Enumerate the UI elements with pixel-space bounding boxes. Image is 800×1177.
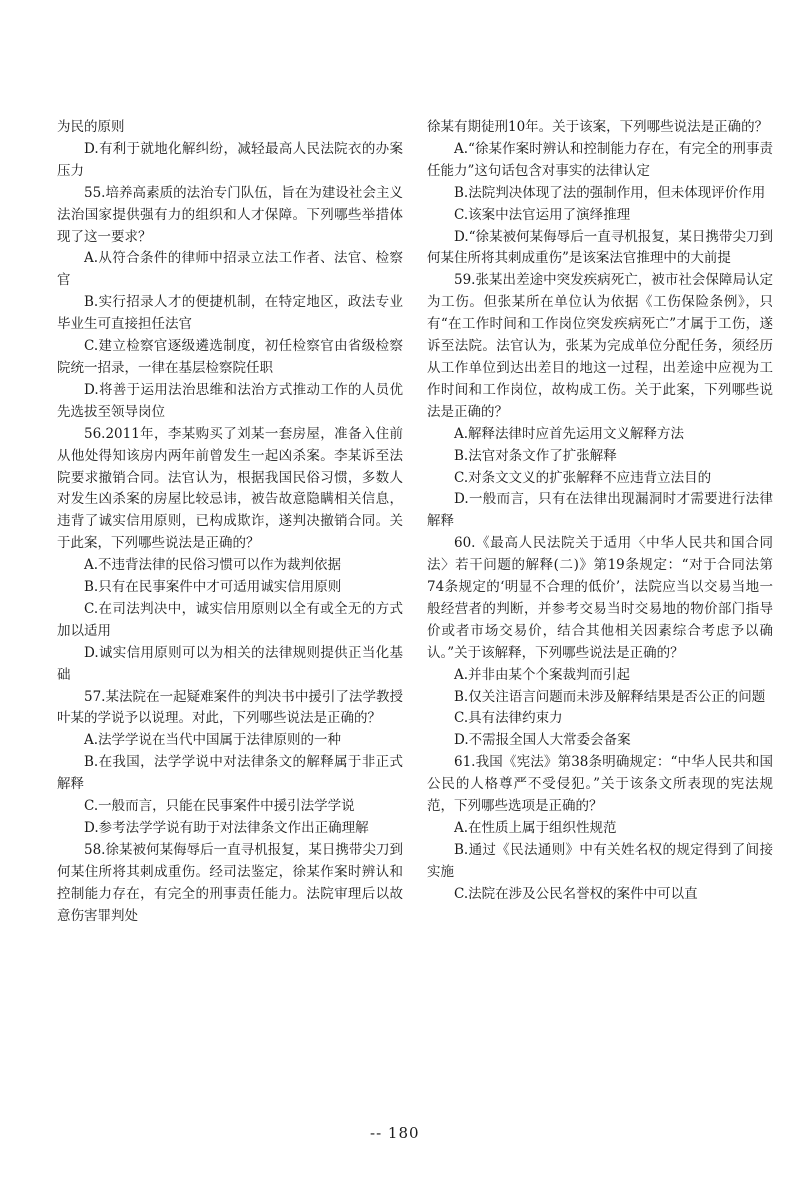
right-column — [427, 117, 773, 906]
option-d: D.“徐某被何某侮辱后一直寻机报复，某日携带尖刀到何某住所将其刺成重伤”是该案法官推理中的大前提 — [427, 228, 773, 267]
option-a: A.从符合条件的律师中招录立法工作者、法官、检察官 — [57, 250, 403, 289]
question-55: 55.培养高素质的法治专门队伍，旨在为建设社会主义法治国家提供强有力的组织和人才保障。下列哪些举措体现了这一要求？ — [57, 184, 403, 245]
option-d: D.一般而言，只有在法律出现漏洞时才需要进行法律解释 — [427, 491, 773, 530]
option-b: B.法官对条文作了扩张解释 — [454, 447, 617, 464]
option-c: C.在司法判决中，诚实信用原则以全有或全无的方式加以适用 — [57, 600, 403, 639]
question-60: 60.《最高人民法院关于适用〈中华人民共和国合同法〉若干问题的解释(二)》第19条规定：“对于合同法第74条规定的‘明显不合理的低价’，法院应当以交易当地一般经营者的判断，并参考交易当时交易地的物价部门指导价或者市场交易价，结合其他相关因素综合考虑予以确认。”关于该解释，下列哪些说法是正确的？ — [427, 535, 773, 661]
option-c: C.建立检察官逐级遴选制度，初任检察官由省级检察院统一招录，一律在基层检察院任职 — [57, 338, 403, 376]
question-58: 58.徐某被何某侮辱后一直寻机报复，某日携带尖刀到何某住所将其刺成重伤。经司法鉴定，徐某作案时辨认和控制能力存在，有完全的刑事责任能力。法院审理后以故意伤害罪判处 — [57, 841, 403, 924]
option-a: A.解释法律时应首先运用文义解释方法 — [454, 425, 685, 442]
question-56: 56.2011年，李某购买了刘某一套房屋，准备入住前从他处得知该房内两年前曾发生一起凶杀案。李某诉至法院要求撤销合同。法官认为，根据我国民俗习惯，多数人对发生凶杀案的房屋比较忌讳，被告故意隐瞒相关信息，违背了诚实信用原则，已构成欺诈，遂判决撤销合同。关于此案，下列哪些说法是正确的？ — [57, 425, 403, 552]
option-a: A.在性质上属于组织性规范 — [454, 820, 617, 836]
option-a: A.不违背法律的民俗习惯可以作为裁判依据 — [84, 557, 342, 574]
question-57: 57.某法院在一起疑难案件的判决书中援引了法学教授叶某的学说予以说理。对此，下列哪些说法是正确的？ — [57, 688, 403, 727]
option-b: B.法院判决体现了法的强制作用，但未体现评价作用 — [454, 184, 766, 201]
question-59: 59.张某出差途中突发疾病死亡，被市社会保障局认定为工伤。但张某所在单位认为依据《工伤保险条例》，只有“在工作时间和工作岗位突发疾病死亡”才属于工伤，遂诉至法院。法官认为，张某为完成单位分配任务，须经历从工作单位到达出差目的地这一过程，出差途中应视为工作时间和工作岗位，故构成工伤。关于此案，下列哪些说法是正确的？ — [427, 272, 773, 420]
option-b: B.通过《民法通则》中有关姓名权的规定得到了间接实施 — [427, 841, 773, 880]
option-c: C.法院在涉及公民名誉权的案件中可以直 — [454, 885, 698, 902]
option-c: C.一般而言，只能在民事案件中援引法学学说 — [84, 798, 355, 815]
option-a: A.法学学说在当代中国属于法律原则的一种 — [84, 732, 342, 749]
option-a: A.“徐某作案时辨认和控制能力存在，有完全的刑事责任能力”这句话包含对事实的法律认定 — [427, 140, 773, 179]
option-c: C.该案中法官运用了演绎推理 — [454, 206, 631, 223]
page-number: -- 180 — [370, 1124, 420, 1142]
option-c: C.对条文文义的扩张解释不应违背立法目的 — [454, 469, 712, 486]
option-d: D.诚实信用原则可以为相关的法律规则提供正当化基础 — [57, 644, 403, 683]
option-c: C.具有法律约束力 — [454, 710, 563, 727]
paragraph: 为民的原则 — [57, 119, 125, 135]
question-61: 61.我国《宪法》第38条明确规定：“中华人民共和国公民的人格尊严不受侵犯。”关于该条文所表现的宪法规范，下列哪些选项是正确的？ — [427, 754, 773, 815]
option-d: D.将善于运用法治思维和法治方式推动工作的人员优先选拔至领导岗位 — [57, 381, 403, 420]
option-d: D.参考法学学说有助于对法律条文作出正确理解 — [84, 820, 369, 836]
option-b: B.只有在民事案件中才可适用诚实信用原则 — [84, 579, 342, 596]
option-b: B.仅关注语言问题而未涉及解释结果是否公正的问题 — [454, 688, 766, 705]
option-d: D.有利于就地化解纠纷，减轻最高人民法院衣的办案压力 — [57, 140, 403, 179]
option-a: A.并非由某个个案裁判而引起 — [454, 666, 631, 683]
option-b: B.在我国，法学学说中对法律条文的解释属于非正式解释 — [57, 754, 403, 793]
paragraph: 徐某有期徒刑10年。关于该案，下列哪些说法是正确的？ — [427, 119, 769, 135]
option-b: B.实行招录人才的便捷机制，在特定地区，政法专业毕业生可直接担任法官 — [57, 294, 403, 333]
left-column — [57, 117, 403, 928]
option-d: D.不需报全国人大常委会备案 — [454, 732, 631, 749]
